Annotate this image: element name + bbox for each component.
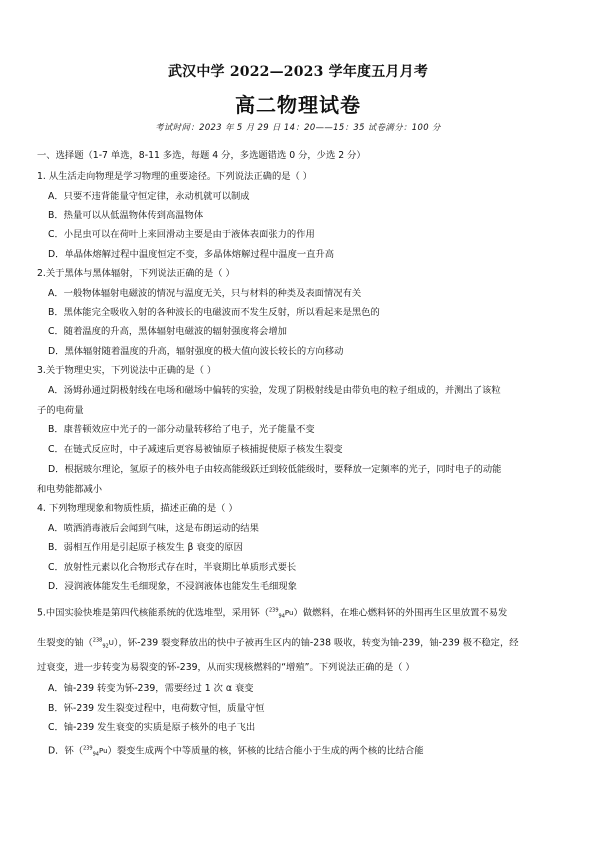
question-5-stem-part-3: 生裂变的铀（ bbox=[37, 637, 93, 649]
exam-title: 高二物理试卷 bbox=[235, 93, 361, 117]
question-4-stem: 4. 下列物理现象和物质性质，描述正确的是（ ） bbox=[37, 503, 238, 514]
plutonium-isotope-option-d: $^{239}_{94}$Pu bbox=[83, 746, 108, 758]
question-4-option-a: A．喷洒消毒液后会闻到气味，这是布朗运动的结果 bbox=[48, 523, 259, 534]
question-4-option-b: B．弱相互作用是引起原子核发生 β 衰变的原因 bbox=[48, 542, 243, 553]
question-5-stem-part-2: ）做燃料，在堆心燃料钚的外围再生区里放置不易发 bbox=[293, 607, 508, 619]
question-1-option-c: C．小昆虫可以在荷叶上来回滑动主要是由于液体表面张力的作用 bbox=[48, 229, 315, 240]
question-5-option-b: B．钚-239 发生裂变过程中，电荷数守恒，质量守恒 bbox=[48, 703, 265, 714]
question-2-option-a: A．一般物体辐射电磁波的情况与温度无关，只与材料的种类及表面情况有关 bbox=[48, 288, 362, 299]
question-5-option-c: C．铀-239 发生衰变的实质是原子核外的电子飞出 bbox=[48, 722, 256, 733]
question-5-option-d-part-1: D．钚（ bbox=[48, 745, 84, 757]
question-5-stem-part-4: ），钚-239 裂变释放出的快中子被再生区内的铀-238 吸收，转变为铀-239，铀-239 极不稳定，经 bbox=[113, 637, 519, 649]
question-5-option-d bbox=[48, 743, 562, 761]
question-2-stem: 2.关于黑体与黑体辐射，下列说法正确的是（ ） bbox=[37, 268, 235, 279]
question-4-option-d: D．浸润液体能发生毛细现象，不浸润液体也能发生毛细现象 bbox=[48, 581, 297, 592]
question-3-option-d: D．根据玻尔理论，氢原子的核外电子由较高能级跃迁到较低能级时，要释放一定频率的光子，同时电子的动能 bbox=[48, 464, 502, 475]
question-3-stem: 3.关于物理史实，下列说法中正确的是（ ） bbox=[37, 365, 217, 376]
question-3-option-a-continued: 子的电荷量 bbox=[37, 405, 84, 416]
question-3-option-a: A．汤姆孙通过阴极射线在电场和磁场中偏转的实验，发现了阴极射线是由带负电的粒子组成的，并测出了该粒 bbox=[48, 385, 501, 396]
school-title: 武汉中学 2022—2023 学年度五月月考 bbox=[167, 64, 429, 80]
question-3-option-c: C．在链式反应时，中子减速后更容易被铀原子核捕捉使原子核发生裂变 bbox=[48, 444, 343, 455]
question-3-option-b: B．康普顿效应中光子的一部分动量转移给了电子，光子能量不变 bbox=[48, 424, 315, 435]
question-2-option-d: D．黑体辐射随着温度的升高，辐射强度的极大值向波长较长的方向移动 bbox=[48, 346, 344, 357]
question-2-option-c: C．随着温度的升高，黑体辐射电磁波的辐射强度将会增加 bbox=[48, 326, 287, 337]
question-5-stem-line-1 bbox=[37, 605, 562, 623]
question-4-option-c: C．放射性元素以化合物形式存在时，半衰期比单质形式要长 bbox=[48, 562, 297, 573]
question-3-option-d-continued: 和电势能都减小 bbox=[37, 484, 103, 495]
question-1-stem: 1. 从生活走向物理是学习物理的重要途径。下列说法正确的是（ ） bbox=[37, 171, 313, 182]
section-heading: 一、选择题（1-7 单选，8-11 多选，每题 4 分，多选题错选 0 分，少选 2 分） bbox=[37, 150, 366, 161]
exam-info: 考试时间：2023 年 5 月 29 日 14：20——15：35 试卷满分：100 分 bbox=[155, 122, 441, 132]
uranium-isotope: $^{238}_{92}$U bbox=[92, 638, 114, 650]
question-1-option-b: B．热量可以从低温物体传到高温物体 bbox=[48, 210, 204, 221]
plutonium-isotope: $^{239}_{94}$Pu bbox=[269, 608, 294, 620]
question-5-stem-part-1: 5.中国实验快堆是第四代核能系统的优选堆型，采用钚（ bbox=[37, 607, 269, 619]
question-1-option-d: D．单晶体熔解过程中温度恒定不变，多晶体熔解过程中温度一直升高 bbox=[48, 249, 335, 260]
question-5-option-a: A．铀-239 转变为钚-239，需要经过 1 次 α 衰变 bbox=[48, 683, 254, 694]
question-5-stem-line-2 bbox=[37, 635, 562, 653]
question-5-stem-line-3: 过衰变，进一步转变为易裂变的钚-239，从而实现核燃料的“增殖”。下列说法正确的是（ ） bbox=[37, 662, 415, 673]
question-2-option-b: B．黑体能完全吸收入射的各种波长的电磁波而不发生反射，所以看起来是黑色的 bbox=[48, 307, 380, 318]
question-5-option-d-part-2: ）裂变生成两个中等质量的核，钚核的比结合能小于生成的两个核的比结合能 bbox=[107, 745, 424, 757]
question-1-option-a: A．只要不违背能量守恒定律，永动机就可以制成 bbox=[48, 191, 250, 202]
